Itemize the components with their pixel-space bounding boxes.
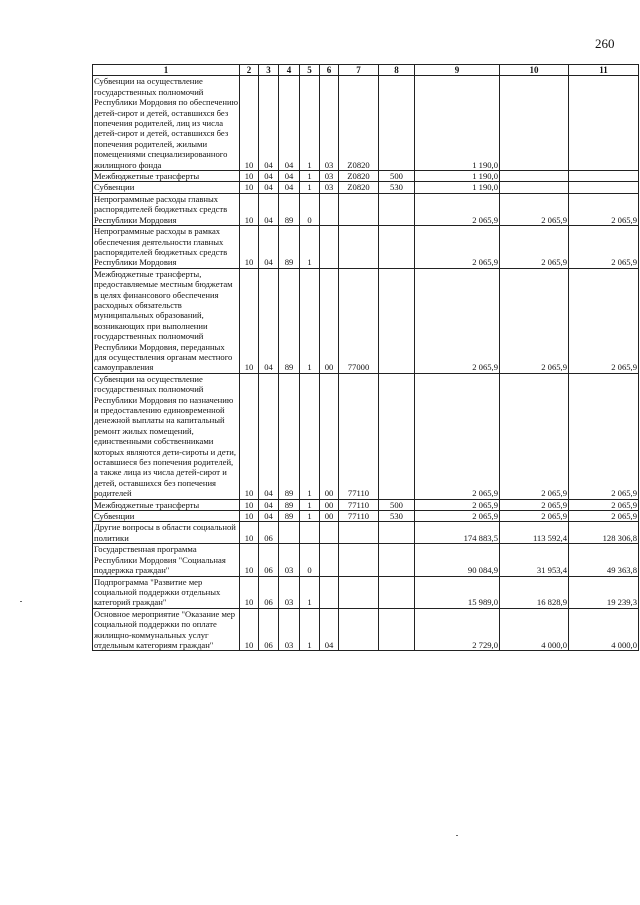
cell-col6: 00 [320,511,339,522]
table-row [93,171,639,182]
table-row [93,373,639,499]
cell-col3: 04 [259,226,279,269]
cell-col7: 77110 [339,373,379,499]
cell-col6: 03 [320,171,339,182]
cell-col10: 31 953,4 [500,544,569,576]
table-row [93,226,639,269]
cell-col9: 2 065,9 [415,499,500,510]
cell-col10: 4 000,0 [500,608,569,651]
cell-col6: 00 [320,373,339,499]
cell-col4 [279,522,300,544]
cell-col7: Z0820 [339,76,379,171]
row-name: Межбюджетные трансферты [93,171,240,182]
cell-col8: 530 [379,182,415,193]
row-name: Непрограммные расходы главных распорядителей бюджетных средств Республики Мордовия [93,193,240,225]
cell-col11: 2 065,9 [569,226,639,269]
cell-col9: 2 065,9 [415,373,500,499]
column-header: 8 [379,65,415,76]
row-name: Межбюджетные трансферты, предоставляемые местным бюджетам в целях финансового обеспечения расходных обязательств муниципальных образований, возникающих при выполнении государственных полномочий Республики Мордовия, переданных для осуществления органам местного самоуправления [93,268,240,373]
cell-col10: 2 065,9 [500,268,569,373]
cell-col10: 2 065,9 [500,193,569,225]
row-name: Субвенции на осуществление государственных полномочий Республики Мордовия по обеспечению детей-сирот и детей, оставшихся без попечения родителей, лиц из числа детей-сирот и детей, оставшихся без попечения родителей, жилыми помещениями специализированного жилищного фонда [94,76,238,170]
cell-col4: 04 [279,171,300,182]
cell-col11: 2 065,9 [569,193,639,225]
cell-col8: 530 [379,511,415,522]
cell-col7: Z0820 [339,182,379,193]
cell-col9: 2 065,9 [415,511,500,522]
row-name: Подпрограмма "Развитие мер социальной поддержки отдельных категорий граждан" [93,576,240,608]
cell-col11: 49 363,8 [569,544,639,576]
cell-col4: 03 [279,544,300,576]
cell-col2: 10 [240,171,259,182]
column-header: 3 [259,65,279,76]
cell-col4: 89 [279,511,300,522]
table-row [93,182,639,193]
cell-col11: 2 065,9 [569,373,639,499]
cell-col9: 1 190,0 [415,182,500,193]
scan-speck [456,835,458,836]
cell-col2: 10 [240,522,259,544]
cell-col10: 113 592,4 [500,522,569,544]
cell-col7: 77110 [339,511,379,522]
cell-col11: 2 065,9 [569,268,639,373]
cell-col5: 1 [300,511,320,522]
cell-col3: 04 [259,182,279,193]
row-name: Непрограммные расходы в рамках обеспечения деятельности главных распорядителей бюджетных средств Республики Мордовия [93,226,240,269]
cell-col7 [339,193,379,225]
cell-col5: 1 [300,182,320,193]
cell-col2: 10 [240,193,259,225]
cell-col6 [320,193,339,225]
cell-col2: 10 [240,76,259,171]
header-row [93,65,639,76]
cell-col9: 2 065,9 [415,193,500,225]
cell-col11: 2 065,9 [569,511,639,522]
cell-col3: 06 [259,522,279,544]
column-header: 7 [339,65,379,76]
cell-col4: 03 [279,576,300,608]
cell-col10: 2 065,9 [500,511,569,522]
table-row [93,511,639,522]
table-row [93,576,639,608]
cell-col4: 03 [279,608,300,651]
cell-col11: 4 000,0 [569,608,639,651]
cell-col2: 10 [240,544,259,576]
cell-col3: 04 [259,193,279,225]
table-row [93,608,639,651]
row-name: Субвенции [93,182,240,193]
column-header: 4 [279,65,300,76]
cell-col6 [320,522,339,544]
cell-col5: 1 [300,576,320,608]
cell-col3: 04 [259,76,279,171]
cell-col6: 04 [320,608,339,651]
cell-col8 [379,76,415,171]
cell-col5: 1 [300,76,320,171]
budget-table [92,64,639,651]
cell-col6 [320,226,339,269]
cell-col6: 03 [320,182,339,193]
cell-col7: Z0820 [339,171,379,182]
cell-col8 [379,373,415,499]
cell-col7 [339,522,379,544]
cell-col10 [500,76,569,171]
cell-col5: 1 [300,373,320,499]
cell-col7 [339,608,379,651]
cell-col8 [379,193,415,225]
cell-col9: 15 989,0 [415,576,500,608]
column-header: 11 [569,65,639,76]
row-name: Государственная программа Республики Мордовия "Социальная поддержка граждан" [93,544,240,576]
cell-col2: 10 [240,226,259,269]
cell-col11 [569,182,639,193]
cell-col3: 06 [259,544,279,576]
cell-col7: 77110 [339,499,379,510]
cell-col7 [339,544,379,576]
cell-col3: 04 [259,171,279,182]
table-row [93,544,639,576]
cell-col3: 04 [259,373,279,499]
cell-col6: 03 [320,76,339,171]
table-row [93,76,639,171]
cell-col5: 1 [300,171,320,182]
cell-col7 [339,226,379,269]
cell-col2: 10 [240,576,259,608]
cell-col8 [379,226,415,269]
cell-col4: 04 [279,182,300,193]
column-header: 9 [415,65,500,76]
column-header: 5 [300,65,320,76]
cell-col5: 0 [300,544,320,576]
row-name: Субвенции на осуществление государственных полномочий Республики Мордовия по назначению и предоставлению единовременной денежной выплаты на капитальный ремонт жилых помещений, единственными собственниками которых являются дети-сироты и дети, оставшиеся без попечения родителей, а также лица из числа детей-сирот и детей, оставшихся без попечения родителей [93,373,240,499]
row-name: Субвенции [93,511,240,522]
cell-col4: 89 [279,226,300,269]
table-row [93,193,639,225]
cell-col8 [379,522,415,544]
cell-col4: 89 [279,268,300,373]
cell-col2: 10 [240,373,259,499]
cell-col8: 500 [379,499,415,510]
cell-col9: 2 065,9 [415,226,500,269]
table-row [93,522,639,544]
cell-col4: 04 [279,76,300,171]
cell-col5: 1 [300,608,320,651]
column-header: 1 [93,65,240,76]
cell-col9: 1 190,0 [415,171,500,182]
cell-col3: 06 [259,608,279,651]
scan-speck [20,601,22,602]
cell-col11 [569,171,639,182]
cell-col7: 77000 [339,268,379,373]
cell-col9: 90 084,9 [415,544,500,576]
cell-col10 [500,182,569,193]
cell-col4: 89 [279,193,300,225]
cell-col2: 10 [240,499,259,510]
cell-col5 [300,522,320,544]
cell-col10: 16 828,9 [500,576,569,608]
cell-col11: 19 239,3 [569,576,639,608]
cell-col6 [320,576,339,608]
cell-col5: 1 [300,268,320,373]
cell-col10 [500,171,569,182]
cell-col10: 2 065,9 [500,499,569,510]
cell-col4: 89 [279,373,300,499]
cell-col8 [379,268,415,373]
cell-col9: 1 190,0 [415,76,500,171]
cell-col2: 10 [240,608,259,651]
cell-col3: 04 [259,499,279,510]
table-row [93,268,639,373]
table-row [93,499,639,510]
page-number: 260 [595,36,615,51]
cell-col11: 2 065,9 [569,499,639,510]
cell-col11 [569,76,639,171]
cell-col9: 2 065,9 [415,268,500,373]
cell-col11: 128 306,8 [569,522,639,544]
cell-col8: 500 [379,171,415,182]
cell-col4: 89 [279,499,300,510]
cell-col8 [379,576,415,608]
cell-col10: 2 065,9 [500,373,569,499]
cell-col9: 2 729,0 [415,608,500,651]
cell-col5: 0 [300,193,320,225]
column-header: 6 [320,65,339,76]
cell-col7 [339,576,379,608]
cell-col3: 04 [259,268,279,373]
cell-col6 [320,544,339,576]
row-name: Другие вопросы в области социальной политики [93,522,240,544]
cell-col3: 04 [259,511,279,522]
cell-col3: 06 [259,576,279,608]
cell-col2: 10 [240,511,259,522]
cell-col6: 00 [320,499,339,510]
cell-col8 [379,608,415,651]
row-name: Основное мероприятие "Оказание мер социальной поддержки по оплате жилищно-коммунальных услуг отдельным категориям граждан" [93,608,240,651]
column-header: 2 [240,65,259,76]
cell-col2: 10 [240,268,259,373]
row-name: Межбюджетные трансферты [93,499,240,510]
cell-col5: 1 [300,226,320,269]
column-header: 10 [500,65,569,76]
cell-col6: 00 [320,268,339,373]
cell-col8 [379,544,415,576]
cell-col5: 1 [300,499,320,510]
cell-col2: 10 [240,182,259,193]
cell-col10: 2 065,9 [500,226,569,269]
cell-col9: 174 883,5 [415,522,500,544]
